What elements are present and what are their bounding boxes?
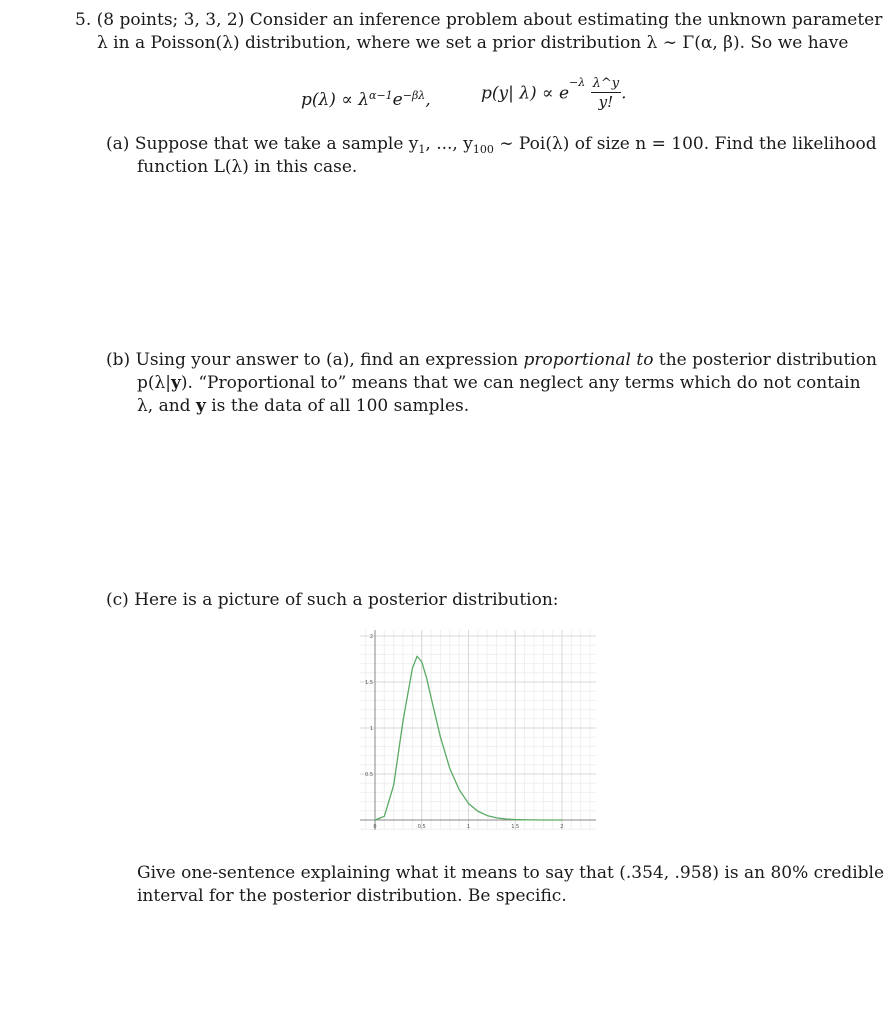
- part-c-label: (c): [106, 590, 129, 610]
- part-b-line-1: (b) Using your answer to (a), find an expression proportional to the posterior distribution: [106, 350, 877, 370]
- part-b-label: (b): [106, 350, 131, 370]
- part-b-line-2: p(λ|y). “Proportional to” means that we can neglect any terms which do not contain: [137, 373, 861, 393]
- likelihood-fraction: $\frac{\lambda\^{}y}{y!}$: [592, 76, 620, 111]
- y-tick-label: 0.5: [365, 772, 373, 778]
- prior-equation: $p(\lambda) \propto \lambda^{\alpha-1}e^{-\beta\lambda}$,: [301, 89, 431, 110]
- part-a-line-2: function L(λ) in this case.: [137, 157, 358, 177]
- chart-minor-grid: [360, 630, 596, 830]
- likelihood-equation: p(y| $\lambda) \propto e^{-\lambda}$ $\frac{\lambda\^{}y}{y!}$ .: [481, 76, 627, 111]
- part-c-question-line-1: Give one-sentence explaining what it means to say that (.354, .958) is an 80% credible: [137, 863, 885, 883]
- problem-line-1: [75, 9, 882, 31]
- part-c-question-line-2: interval for the posterior distribution. Be specific.: [137, 886, 567, 906]
- x-tick-label: 2: [560, 824, 564, 830]
- part-b-line-3: λ, and y is the data of all 100 samples.: [137, 396, 470, 416]
- problem-intro: (8 points; 3, 3, 2) Consider an inference problem about estimating the unknown parameter: [96, 10, 883, 30]
- part-a-label: (a): [106, 134, 130, 154]
- y-tick-label: 2: [369, 634, 373, 640]
- y-tick-label: 1.5: [365, 680, 373, 686]
- x-tick-label: 1.5: [511, 824, 520, 830]
- y-tick-label: 1: [369, 726, 373, 732]
- x-tick-label: 0.5: [417, 824, 426, 830]
- problem-line-2: λ in a Poisson(λ) distribution, where we set a prior distribution λ ∼ Γ(α, β). So we have: [97, 33, 849, 53]
- x-tick-label: 0: [373, 824, 377, 830]
- part-c-line-1: (c) Here is a picture of such a posterior distribution:: [106, 590, 559, 610]
- problem-number: 5.: [75, 10, 92, 30]
- part-a-line-1: (a) Suppose that we take a sample $y_1$, ..., $y_{100}$ ∼ Poi(λ) of size n = 100. Find the likelihood: [106, 134, 877, 156]
- x-tick-label: 1: [466, 824, 471, 830]
- posterior-chart: [360, 630, 596, 830]
